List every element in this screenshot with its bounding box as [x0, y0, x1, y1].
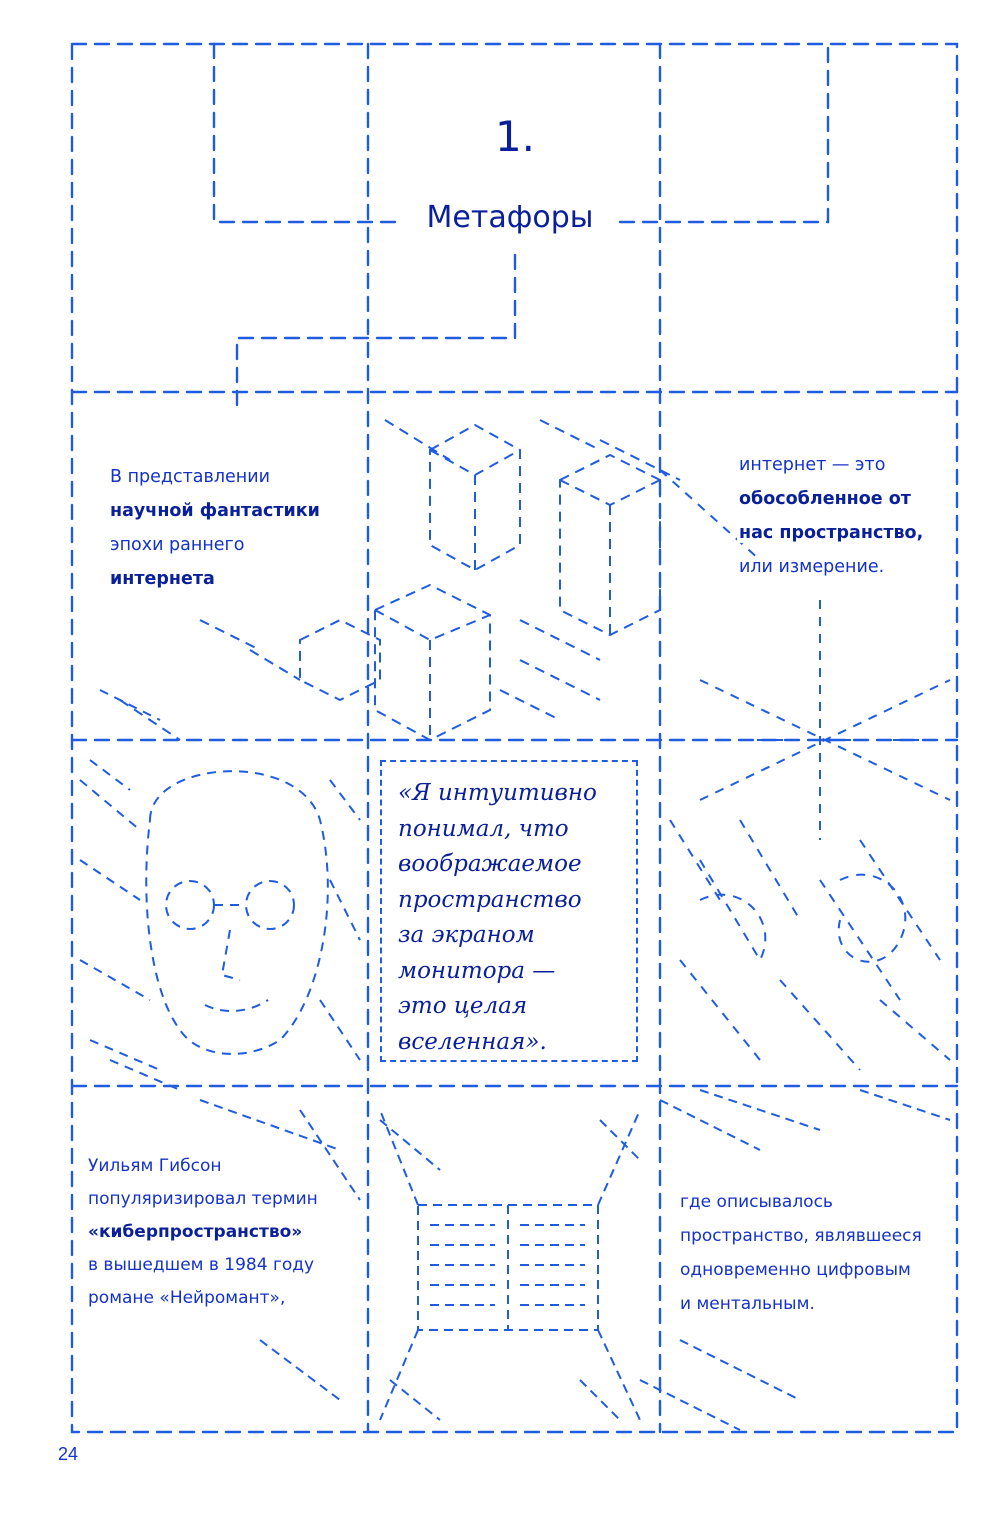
chapter-title: Метафоры: [405, 200, 615, 235]
chapter-number: 1.: [494, 112, 536, 161]
header-step: [237, 255, 515, 410]
quote-line: это целая: [398, 993, 528, 1019]
quote-line: монитора —: [398, 957, 556, 984]
panel-top-left-text: В представлении научной фантастики эпохи раннего интернета: [110, 467, 320, 589]
quote-line: «Я интуитивно: [398, 780, 597, 806]
quote-line: понимал, что: [398, 815, 569, 842]
panel-bottom-left-text: Уильям Гибсон популяризировал термин «киберпространство» в вышедшем в 1984 году романе «Нейромант»,: [88, 1156, 318, 1308]
page-number: 24: [58, 1444, 79, 1464]
quote-line: за экраном: [398, 922, 535, 948]
quote-line: пространство: [398, 886, 582, 913]
panel-bottom-right-text: где описывалось пространство, являвшееся одновременно цифровым и ментальным.: [680, 1192, 922, 1314]
panel-top-right-text: интернет — это обособленное от нас пространство, или измерение.: [739, 455, 924, 577]
quote-box: [380, 760, 638, 1062]
quote-line: вселенная».: [398, 1028, 547, 1055]
quote-line: воображаемое: [398, 851, 582, 877]
gibson-portrait-illustration: [80, 690, 360, 1090]
